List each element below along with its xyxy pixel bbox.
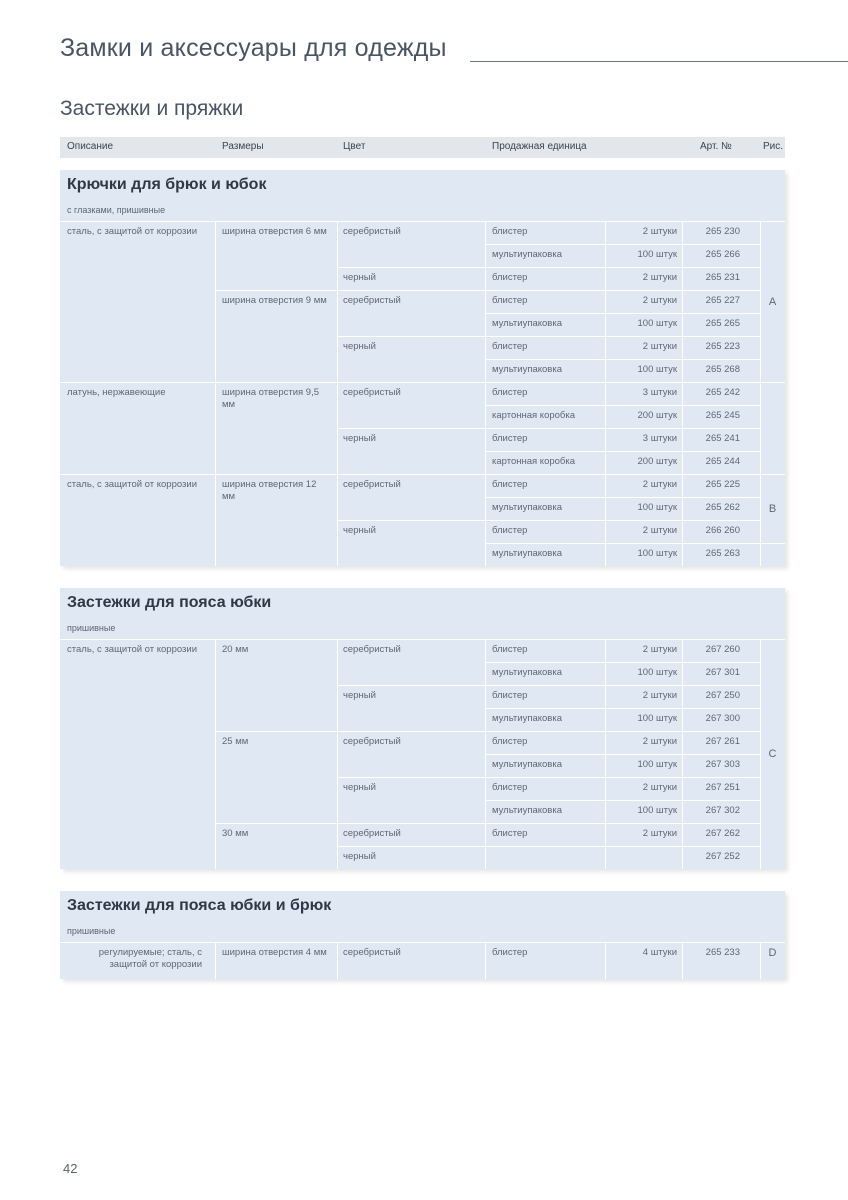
cell-figure-label: C — [768, 748, 777, 760]
cell-art-number: 265 262 — [705, 502, 740, 513]
row-divider — [60, 942, 785, 943]
row-divider — [485, 662, 760, 663]
row-divider — [485, 731, 760, 732]
section-title: Застежки и пряжки — [60, 97, 244, 120]
row-divider — [215, 823, 337, 824]
row-divider — [485, 267, 760, 268]
row-divider — [485, 313, 760, 314]
row-divider — [485, 405, 760, 406]
cell-size: ширина отверстия 9 мм — [222, 295, 327, 306]
row-divider — [760, 543, 785, 544]
row-divider — [485, 846, 760, 847]
row-divider — [337, 685, 485, 686]
cell-quantity: 2 штуки — [642, 295, 677, 306]
cell-unit: блистер — [492, 387, 528, 398]
cell-unit: блистер — [492, 433, 528, 444]
cell-art-number: 265 268 — [705, 364, 740, 375]
group-subtitle: пришивные — [67, 623, 116, 633]
cell-color: черный — [343, 272, 376, 283]
page-number: 42 — [63, 1161, 78, 1176]
cell-color: черный — [343, 690, 376, 701]
row-divider — [337, 382, 485, 383]
group-title: Застежки для пояса юбки и брюк — [67, 897, 332, 914]
cell-unit: мультиупаковка — [492, 548, 563, 559]
group-subtitle: пришивные — [67, 926, 116, 936]
group-subtitle: с глазками, пришивные — [67, 205, 166, 215]
cell-color: серебристый — [343, 479, 401, 490]
row-divider — [760, 474, 785, 475]
cell-unit: мультиупаковка — [492, 713, 563, 724]
cell-unit: блистер — [492, 479, 528, 490]
cell-color: серебристый — [343, 226, 401, 237]
column-header-unit: Продажная единица — [492, 141, 587, 152]
group-header — [60, 891, 785, 942]
cell-color: черный — [343, 341, 376, 352]
cell-color: черный — [343, 525, 376, 536]
row-divider — [485, 800, 760, 801]
cell-quantity: 2 штуки — [642, 828, 677, 839]
cell-art-number: 267 262 — [705, 828, 740, 839]
cell-quantity: 100 штук — [637, 249, 677, 260]
row-divider — [337, 336, 485, 337]
cell-art-number: 265 263 — [705, 548, 740, 559]
page-title: Замки и аксессуары для одежды — [60, 34, 447, 62]
cell-art-number: 265 241 — [705, 433, 740, 444]
column-divider — [215, 221, 216, 566]
cell-color: серебристый — [343, 387, 401, 398]
column-header-sizes: Размеры — [222, 141, 264, 152]
cell-art-number: 265 242 — [705, 387, 740, 398]
cell-art-number: 265 265 — [705, 318, 740, 329]
cell-art-number: 267 260 — [705, 644, 740, 655]
cell-quantity: 100 штук — [637, 502, 677, 513]
cell-size: ширина отверстия 6 мм — [222, 226, 327, 237]
cell-quantity: 2 штуки — [642, 525, 677, 536]
cell-quantity: 100 штук — [637, 364, 677, 375]
cell-description: сталь, с защитой от коррозии — [67, 644, 197, 655]
cell-quantity: 100 штук — [637, 805, 677, 816]
cell-description: регулируемые; сталь, с защитой от коррозии — [98, 947, 202, 970]
column-divider — [215, 942, 216, 979]
cell-unit: блистер — [492, 272, 528, 283]
group-header — [60, 588, 785, 639]
row-divider — [485, 823, 760, 824]
cell-quantity: 200 штук — [637, 410, 677, 421]
group-header — [60, 170, 785, 221]
cell-art-number: 265 244 — [705, 456, 740, 467]
row-divider — [215, 382, 337, 383]
cell-unit: мультиупаковка — [492, 667, 563, 678]
table-group — [60, 891, 785, 979]
cell-quantity: 2 штуки — [642, 690, 677, 701]
cell-size: ширина отверстия 9,5 мм — [222, 387, 320, 410]
cell-color: серебристый — [343, 828, 401, 839]
row-divider — [337, 731, 485, 732]
cell-quantity: 2 штуки — [642, 272, 677, 283]
cell-art-number: 267 301 — [705, 667, 740, 678]
cell-quantity: 2 штуки — [642, 782, 677, 793]
column-divider — [485, 221, 486, 566]
cell-art-number: 265 233 — [705, 947, 740, 958]
cell-color: черный — [343, 433, 376, 444]
table-group — [60, 170, 785, 566]
row-divider — [215, 474, 337, 475]
cell-art-number: 265 245 — [705, 410, 740, 421]
cell-color: черный — [343, 782, 376, 793]
cell-unit: блистер — [492, 525, 528, 536]
row-divider — [485, 244, 760, 245]
cell-color: серебристый — [343, 736, 401, 747]
cell-quantity: 2 штуки — [642, 736, 677, 747]
group-title: Застежки для пояса юбки — [67, 594, 272, 611]
cell-quantity: 2 штуки — [642, 226, 677, 237]
row-divider — [60, 639, 785, 640]
cell-quantity: 100 штук — [637, 667, 677, 678]
row-divider — [215, 290, 337, 291]
cell-color: серебристый — [343, 644, 401, 655]
cell-unit: мультиупаковка — [492, 759, 563, 770]
cell-figure-label: D — [768, 947, 777, 959]
cell-unit: мультиупаковка — [492, 502, 563, 513]
cell-quantity: 100 штук — [637, 759, 677, 770]
row-divider — [485, 359, 760, 360]
cell-size: 30 мм — [222, 828, 249, 839]
column-divider — [337, 221, 338, 566]
cell-size: 25 мм — [222, 736, 249, 747]
column-header-bar — [60, 137, 785, 158]
row-divider — [337, 846, 485, 847]
cell-description: сталь, с защитой от коррозии — [67, 479, 197, 490]
row-divider — [485, 754, 760, 755]
cell-description: сталь, с защитой от коррозии — [67, 226, 197, 237]
cell-art-number: 267 302 — [705, 805, 740, 816]
cell-unit: блистер — [492, 226, 528, 237]
title-rule — [470, 61, 848, 62]
cell-color: серебристый — [343, 947, 401, 958]
cell-unit: блистер — [492, 782, 528, 793]
cell-art-number: 267 261 — [705, 736, 740, 747]
column-header-art: Арт. № — [700, 141, 732, 152]
row-divider — [485, 708, 760, 709]
cell-figure-label: B — [768, 502, 777, 515]
cell-description: латунь, нержавеющие — [67, 387, 166, 398]
cell-art-number: 265 223 — [705, 341, 740, 352]
row-divider — [485, 336, 760, 337]
cell-unit: блистер — [492, 828, 528, 839]
cell-quantity: 100 штук — [637, 713, 677, 724]
row-divider — [337, 428, 485, 429]
row-divider — [337, 267, 485, 268]
cell-art-number: 265 266 — [705, 249, 740, 260]
cell-art-number: 266 260 — [705, 525, 740, 536]
cell-unit: мультиупаковка — [492, 318, 563, 329]
cell-unit: блистер — [492, 736, 528, 747]
row-divider — [485, 382, 760, 383]
column-header-color: Цвет — [343, 141, 366, 152]
row-divider — [337, 474, 485, 475]
row-divider — [485, 451, 760, 452]
row-divider — [760, 382, 785, 383]
cell-color: серебристый — [343, 295, 401, 306]
cell-quantity: 2 штуки — [642, 644, 677, 655]
row-divider — [485, 497, 760, 498]
cell-quantity: 3 штуки — [642, 387, 677, 398]
cell-art-number: 265 225 — [705, 479, 740, 490]
cell-color: черный — [343, 851, 376, 862]
row-divider — [215, 731, 337, 732]
column-divider — [485, 942, 486, 979]
cell-art-number: 267 250 — [705, 690, 740, 701]
cell-unit: блистер — [492, 295, 528, 306]
cell-unit: картонная коробка — [492, 456, 576, 467]
row-divider — [60, 474, 215, 475]
cell-quantity: 2 штуки — [642, 341, 677, 352]
cell-unit: мультиупаковка — [492, 805, 563, 816]
row-divider — [337, 823, 485, 824]
cell-art-number: 265 230 — [705, 226, 740, 237]
cell-art-number: 267 300 — [705, 713, 740, 724]
cell-figure-label: A — [768, 295, 777, 308]
row-divider — [337, 520, 485, 521]
row-divider — [485, 685, 760, 686]
row-divider — [485, 474, 760, 475]
row-divider — [485, 520, 760, 521]
cell-size: 20 мм — [222, 644, 249, 655]
cell-unit: блистер — [492, 341, 528, 352]
column-header-fig: Рис. — [763, 141, 784, 152]
cell-unit: блистер — [492, 690, 528, 701]
column-divider — [337, 942, 338, 979]
cell-size: ширина отверстия 4 мм — [222, 947, 327, 958]
row-divider — [337, 777, 485, 778]
cell-quantity: 100 штук — [637, 318, 677, 329]
cell-art-number: 265 231 — [705, 272, 740, 283]
cell-quantity: 100 штук — [637, 548, 677, 559]
cell-art-number: 265 227 — [705, 295, 740, 306]
column-divider — [337, 639, 338, 869]
row-divider — [485, 428, 760, 429]
cell-unit: мультиупаковка — [492, 364, 563, 375]
cell-size: ширина отверстия 12 мм — [222, 479, 317, 502]
column-divider — [215, 639, 216, 869]
row-divider — [60, 382, 215, 383]
row-divider — [337, 290, 485, 291]
row-divider — [485, 777, 760, 778]
cell-unit: блистер — [492, 644, 528, 655]
cell-quantity: 3 штуки — [642, 433, 677, 444]
cell-unit: блистер — [492, 947, 528, 958]
cell-art-number: 267 252 — [705, 851, 740, 862]
cell-quantity: 4 штуки — [642, 947, 677, 958]
row-divider — [485, 290, 760, 291]
cell-quantity: 200 штук — [637, 456, 677, 467]
cell-art-number: 267 303 — [705, 759, 740, 770]
cell-art-number: 267 251 — [705, 782, 740, 793]
cell-unit: картонная коробка — [492, 410, 576, 421]
table-group — [60, 588, 785, 869]
cell-quantity: 2 штуки — [642, 479, 677, 490]
group-title: Крючки для брюк и юбок — [67, 176, 267, 193]
column-header-description: Описание — [67, 141, 114, 152]
cell-unit: мультиупаковка — [492, 249, 563, 260]
row-divider — [485, 543, 760, 544]
row-divider — [60, 221, 785, 222]
